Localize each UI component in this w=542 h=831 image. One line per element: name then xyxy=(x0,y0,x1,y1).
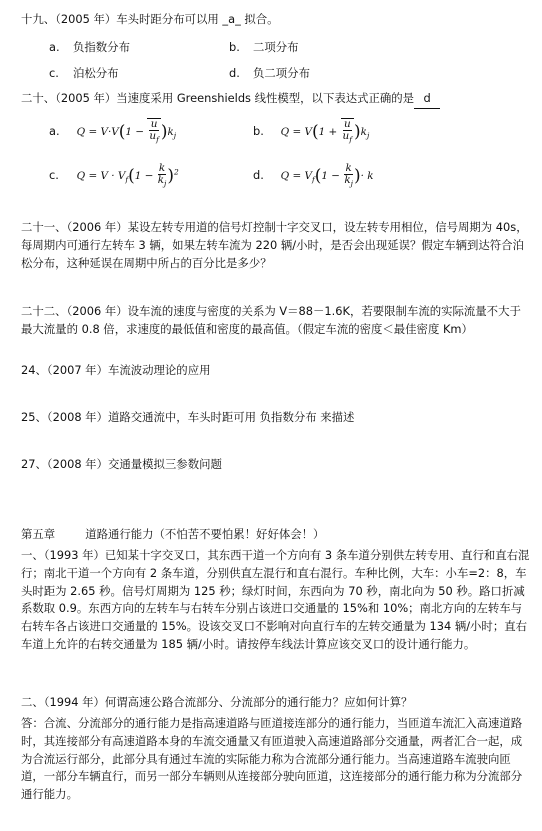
question-19-stem: 十九、（2005 年）车头时距分布可以用 _a_ 拟合。 xyxy=(21,12,279,26)
chapter-number: 第五章 xyxy=(21,527,56,541)
option-label: d. xyxy=(253,168,264,182)
q19-option-b xyxy=(229,39,299,55)
option-label: d. xyxy=(229,66,240,80)
question-25: 25、（2008 年）道路交通流中，车头时距可用 负指数分布 来描述 xyxy=(21,410,355,424)
question-20-stem xyxy=(21,88,440,108)
chapter5-question-2: 二、（1994 年）何谓高速公路合流部分、分流部分的通行能力？应如何计算？ xyxy=(21,695,413,709)
formula-c: $Q = V \cdot V_f(1$ − $\frac{k}{k_j}$ )$^2$ xyxy=(76,161,179,189)
option-text: 二项分布 xyxy=(253,40,299,54)
option-label: c. xyxy=(49,66,59,80)
option-label: c. xyxy=(49,168,59,182)
question-22: 二十二、（2006 年）设车流的速度与密度的关系为 V＝88－1.6K，若要限制车流的实际流量不大于最大流量的 0.8 倍，求速度的最低值和密度的最高值。（假定车流的密度＜最佳密度 Km） xyxy=(21,304,521,336)
answer-blank: d xyxy=(414,88,440,109)
question-27: 27、（2008 年）交通量模拟三参数问题 xyxy=(21,457,222,471)
q20-option-d xyxy=(253,161,374,189)
option-label: b. xyxy=(253,124,264,138)
option-text: 泊松分布 xyxy=(73,66,119,80)
option-text: 负指数分布 xyxy=(73,40,130,54)
question-21: 二十一、（2006 年）某设左转专用道的信号灯控制十字交叉口，设左转专用相位，信号周期为 40s，每周期内可通行左转车 3 辆，如果左转车流为 220 辆/小时，是否会出现延误？假定车辆到达符合泊松分布，这种延误在周期中所占的百分比是多少？ xyxy=(21,220,528,270)
option-text: 负二项分布 xyxy=(253,66,310,80)
q20-option-a xyxy=(49,117,176,146)
formula-a: Q = V·V(1 − $\frac{u}{u_f}$ )$k_j$ xyxy=(76,118,177,145)
formula-d: $Q = V_f(1$ − $\frac{k}{k_j}$ )· k xyxy=(280,161,374,189)
option-label: a. xyxy=(49,124,60,138)
option-label: a. xyxy=(49,40,60,54)
chapter-heading xyxy=(21,524,324,544)
q19-option-d xyxy=(229,65,310,81)
question-20-text: 二十、（2005 年）当速度采用 Greenshields 线性模型，以下表达式正确的是 xyxy=(21,91,415,105)
q20-option-c xyxy=(49,161,179,189)
chapter5-question-1: 一、（1993 年）已知某十字交叉口，其东西干道一个方向有 3 条车道分别供左转专用、直行和直右混行；南北干道一个方向有 2 条车道，分别供直左混行和直右混行。车种比例，大车：小车=2：8，车头时距为 2.65 秒。信号灯周期为 125 秒；绿灯时间，东西向为 70 秒，南北向为 50 秒。路口折减系数取 0.9。东西方向的左转车与右转车分别占该进口交通量的 15%和 10%；南北方向的左转车与右转车各占该进口交通量的 15%。设该交叉口不影响对向直行车的左转交通量为 134 辆/小时；直右车道上允许的右转交通量为 185 辆/小时。请按停车线法计算应该交叉口的设计通行能力。 xyxy=(21,548,530,651)
chapter-title: 道路通行能力（不怕苦不要怕累！好好体会！） xyxy=(85,527,325,541)
q20-option-b xyxy=(253,117,369,146)
formula-b: Q = V(1 + $\frac{u}{u_f}$ )$k_j$ xyxy=(280,118,370,145)
chapter5-question-2-answer: 答：合流、分流部分的通行能力是指高速道路与匝道接连部分的通行能力，当匝道车流汇入高速道路时，其连接部分有高速道路本身的车流交通量又有匝道驶入高速道路部分交通量，两者汇合一起，成为合流运行部分，此部分具有通过车流的实际能力称为合流部分通行能力。当高速道路车流驶向匝道，一部分车辆直行，而另一部分车辆则从连接部分驶向匝道，这连接部分的通行能力称为分流部分通行能力。 xyxy=(21,716,523,802)
q19-option-a xyxy=(49,39,130,55)
question-24: 24、（2007 年）车流波动理论的应用 xyxy=(21,363,211,377)
q19-option-c xyxy=(49,65,119,81)
option-label: b. xyxy=(229,40,240,54)
